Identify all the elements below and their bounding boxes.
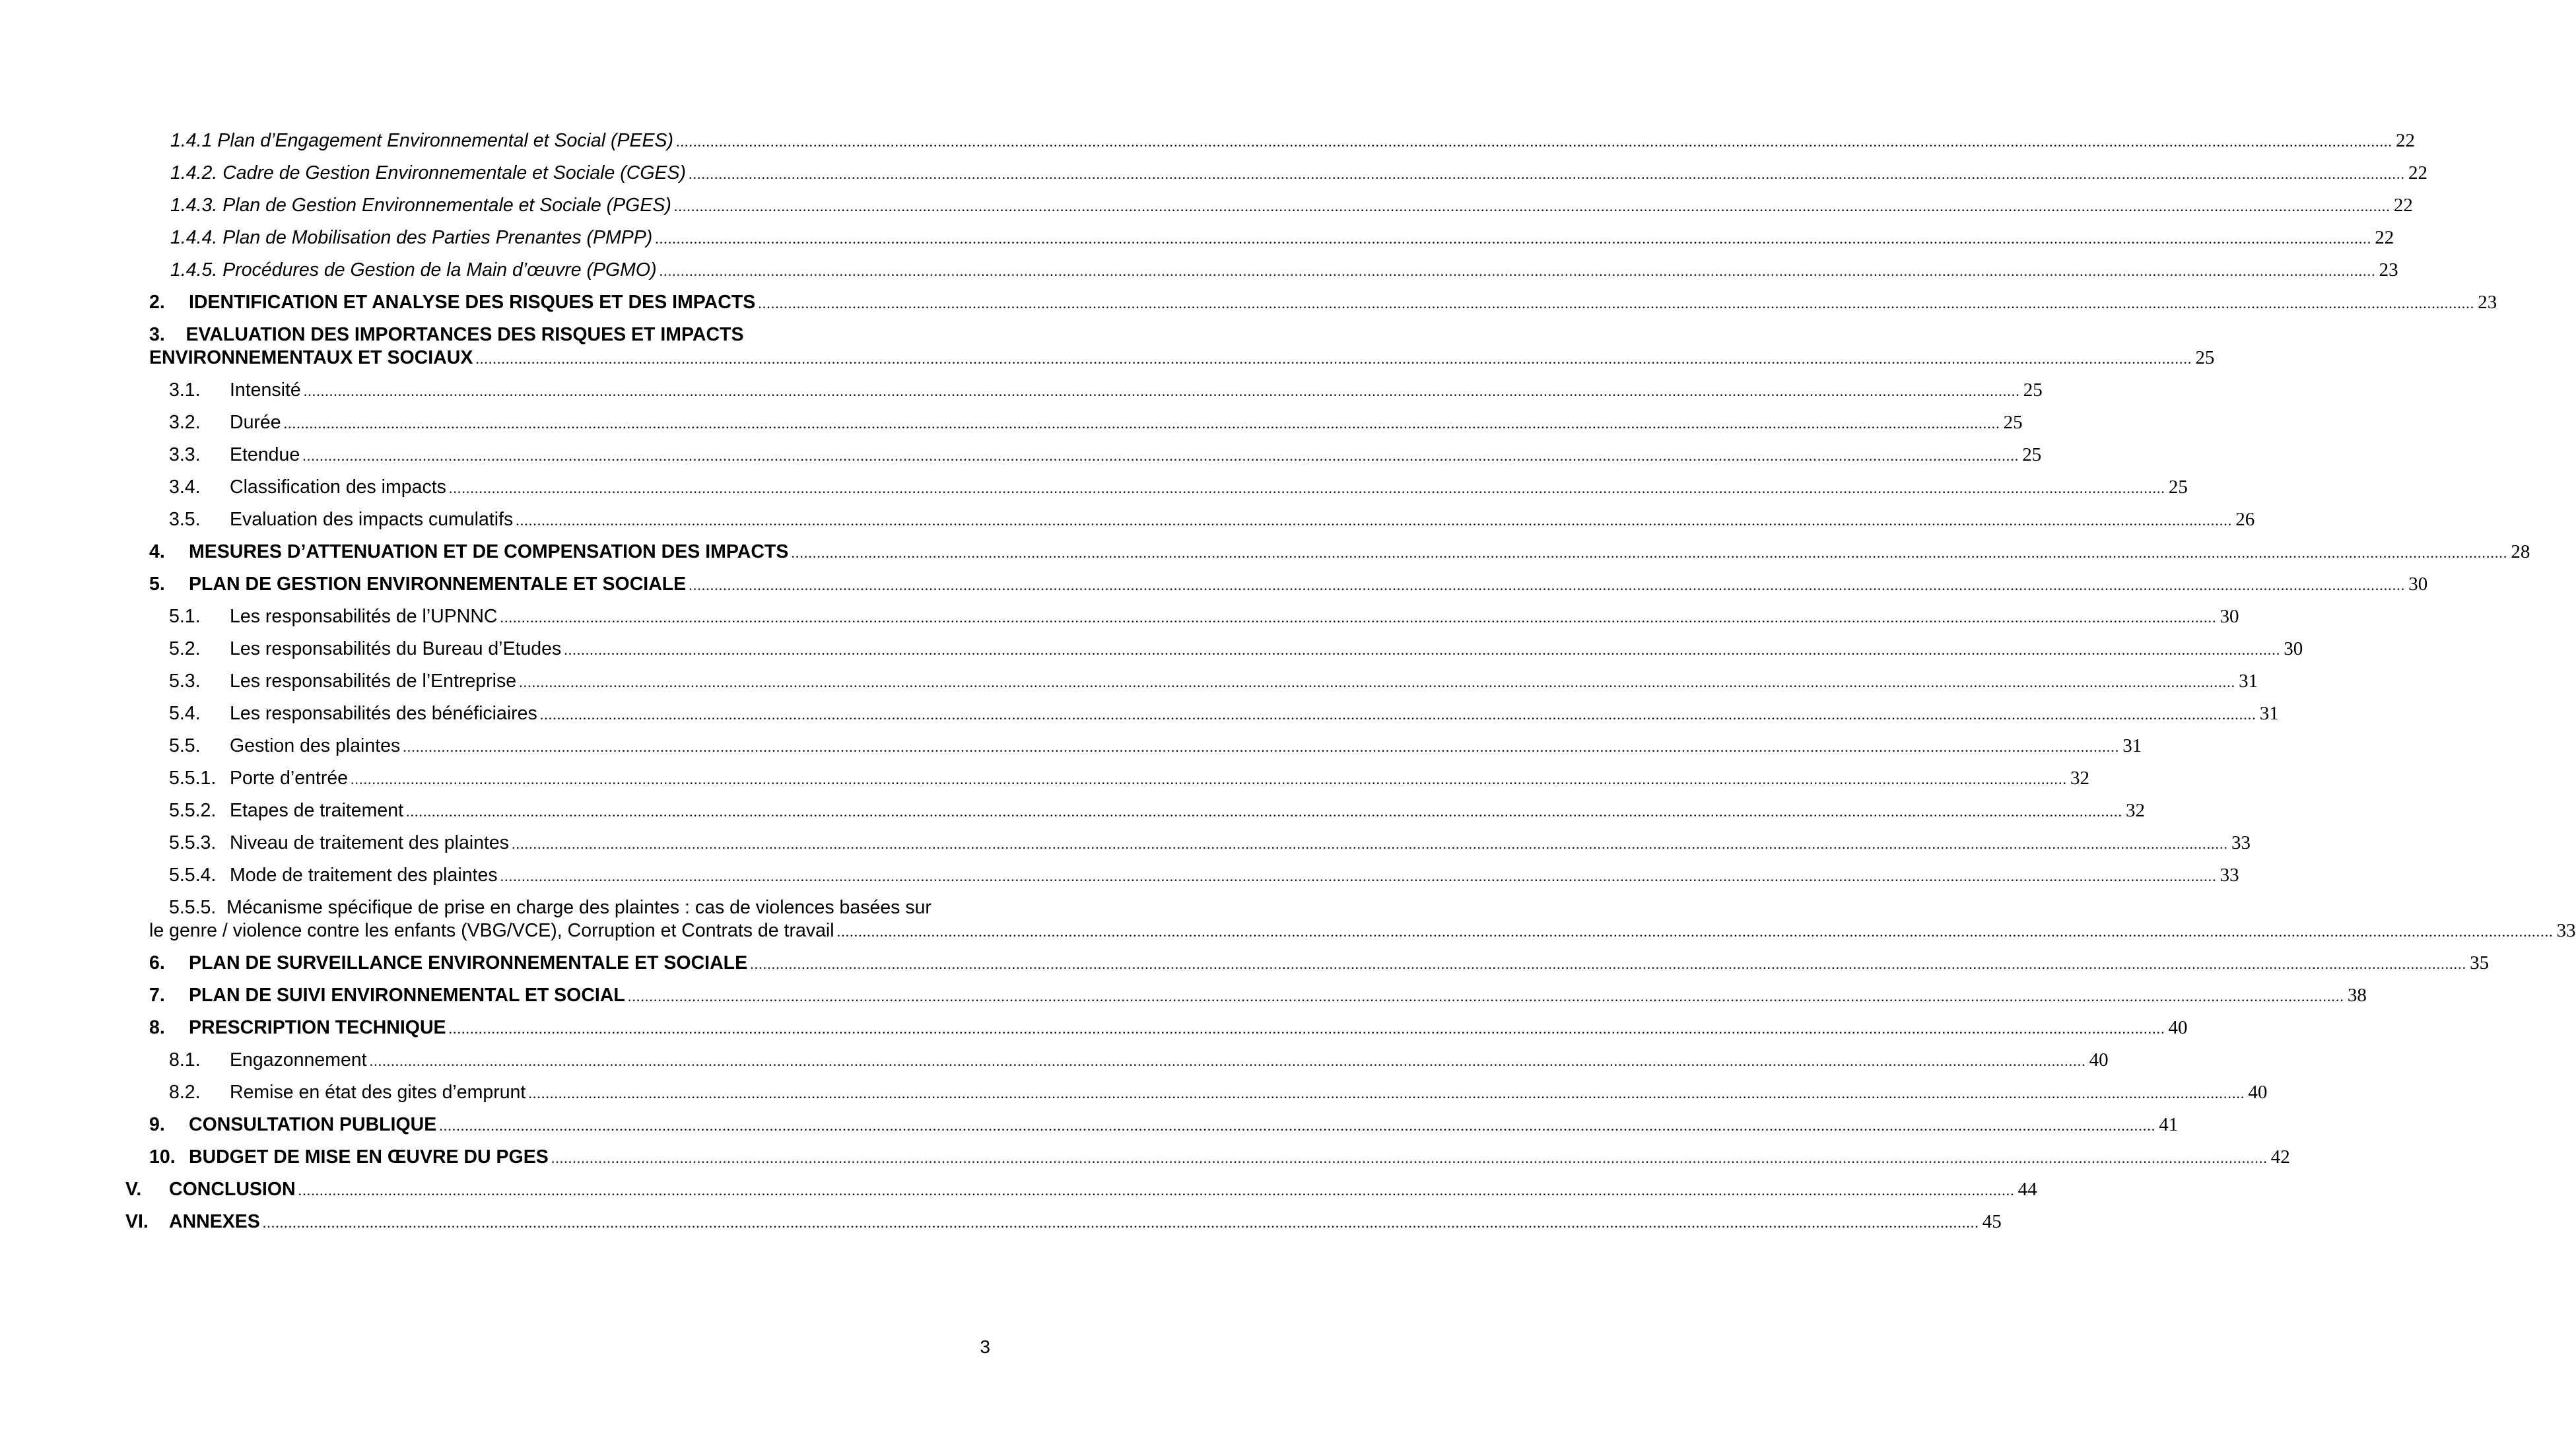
toc-entry-number: 2. xyxy=(149,292,165,313)
toc-entry[interactable] xyxy=(125,767,2090,790)
toc-entry-page: 45 xyxy=(1982,1211,2002,1232)
toc-leader-dots: ................................................................................................................................................................................................................................................................................................................................................................................................................ xyxy=(673,198,2390,214)
toc-entry-number: 3.2. xyxy=(169,412,201,433)
toc-entry[interactable] xyxy=(125,1113,2179,1137)
toc-leader-dots: ................................................................................................................................................................................................................................................................................................................................................................................................................ xyxy=(351,771,2068,787)
toc-entry[interactable] xyxy=(125,541,2530,564)
toc-entry-title: ANNEXES xyxy=(169,1211,260,1232)
toc-leader-dots: ................................................................................................................................................................................................................................................................................................................................................................................................................ xyxy=(283,415,2000,432)
toc-entry[interactable] xyxy=(125,735,2142,758)
toc-entry-page: 23 xyxy=(2379,259,2398,280)
toc-entry-title: PLAN DE GESTION ENVIRONNEMENTALE ET SOCIALE xyxy=(189,574,687,595)
toc-entry[interactable] xyxy=(125,638,2303,661)
toc-leader-dots: ................................................................................................................................................................................................................................................................................................................................................................................................................ xyxy=(791,544,2508,561)
toc-entry-number: 8.1. xyxy=(169,1049,201,1071)
toc-entry[interactable] xyxy=(125,226,2394,249)
toc-entry-title: Les responsabilités des bénéficiaires xyxy=(230,703,537,724)
toc-entry-title: Durée xyxy=(230,412,281,433)
toc-entry-page: 32 xyxy=(2126,800,2145,821)
toc-entry-title: le genre / violence contre les enfants (VBG/VCE), Corruption et Contrats de travail xyxy=(149,920,834,941)
toc-entry[interactable] xyxy=(125,476,2188,499)
toc-entry-number: 8.2. xyxy=(169,1082,201,1103)
toc-entry-number: 5.5. xyxy=(169,735,201,756)
toc-entry[interactable] xyxy=(125,1146,2290,1169)
toc-entry-title: MESURES D’ATTENUATION ET DE COMPENSATION DES IMPACTS xyxy=(189,541,789,562)
toc-entry-page: 25 xyxy=(2195,347,2215,368)
toc-entry-title: 1.4.4. Plan de Mobilisation des Parties Prenantes (PMPP) xyxy=(170,227,653,248)
toc-entry-title: ENVIRONNEMENTAUX ET SOCIAUX xyxy=(149,347,473,368)
toc-entry-title: Evaluation des impacts cumulatifs xyxy=(230,509,514,530)
toc-leader-dots: ................................................................................................................................................................................................................................................................................................................................................................................................................ xyxy=(303,383,2020,399)
toc-entry-number: 5.2. xyxy=(169,638,201,659)
toc-entry-number: 5.5.1. xyxy=(169,768,217,789)
toc-entry-number: 9. xyxy=(149,1114,165,1135)
toc-entry-page: 40 xyxy=(2089,1049,2109,1071)
toc-entry-page: 31 xyxy=(2122,735,2142,756)
toc-entry-page: 22 xyxy=(2408,162,2427,183)
toc-entry-page: 26 xyxy=(2235,509,2255,530)
toc-entry[interactable] xyxy=(125,702,2279,725)
toc-entry[interactable] xyxy=(125,194,2413,217)
toc-entry[interactable] xyxy=(125,1049,2109,1072)
toc-entry-page: 23 xyxy=(2478,292,2497,313)
toc-entry-page: 40 xyxy=(2168,1017,2188,1038)
toc-entry-title: 1.4.5. Procédures de Gestion de la Main d’œuvre (PGMO) xyxy=(170,259,657,280)
toc-entry-number: 3.4. xyxy=(169,477,201,498)
toc-entry-title: PLAN DE SUIVI ENVIRONNEMENTAL ET SOCIAL xyxy=(189,985,625,1006)
toc-entry-page: 40 xyxy=(2248,1082,2268,1103)
toc-entry-title: CONSULTATION PUBLIQUE xyxy=(189,1114,437,1135)
toc-entry-number: 5.1. xyxy=(169,606,201,627)
toc-leader-dots: ................................................................................................................................................................................................................................................................................................................................................................................................................ xyxy=(689,166,2405,182)
toc-entry[interactable] xyxy=(125,323,2215,370)
toc-leader-dots: ................................................................................................................................................................................................................................................................................................................................................................................................................ xyxy=(448,1020,2165,1037)
toc-leader-dots: ................................................................................................................................................................................................................................................................................................................................................................................................................ xyxy=(448,480,2165,496)
toc-entry-title: Etendue xyxy=(230,444,300,465)
toc-entry[interactable] xyxy=(125,799,2145,822)
toc-leader-dots: ................................................................................................................................................................................................................................................................................................................................................................................................................ xyxy=(439,1117,2156,1134)
toc-entry-number: 10. xyxy=(149,1146,176,1168)
toc-leader-dots: ................................................................................................................................................................................................................................................................................................................................................................................................................ xyxy=(528,1085,2245,1102)
toc-leader-dots: ................................................................................................................................................................................................................................................................................................................................................................................................................ xyxy=(475,350,2192,367)
toc-entry[interactable] xyxy=(125,444,2042,467)
toc-entry-title: Niveau de traitement des plaintes xyxy=(230,832,509,853)
toc-leader-dots: ................................................................................................................................................................................................................................................................................................................................................................................................................ xyxy=(659,263,2376,279)
toc-entry-number: 6. xyxy=(149,952,165,974)
toc-entry-title: 1.4.1 Plan d’Engagement Environnemental et Social (PEES) xyxy=(170,130,674,151)
page-number: 3 xyxy=(980,1336,990,1357)
toc-entry-page: 35 xyxy=(2470,952,2490,974)
toc-entry-page: 30 xyxy=(2284,638,2303,659)
toc-leader-dots: ................................................................................................................................................................................................................................................................................................................................................................................................................ xyxy=(500,868,2217,884)
toc-entry-number: 4. xyxy=(149,541,165,562)
toc-entry-title: IDENTIFICATION ET ANALYSE DES RISQUES ET DES IMPACTS xyxy=(189,292,756,313)
toc-entry-page: 31 xyxy=(2259,703,2279,724)
toc-leader-dots: ................................................................................................................................................................................................................................................................................................................................................................................................................ xyxy=(302,447,2019,464)
toc-leader-dots: ................................................................................................................................................................................................................................................................................................................................................................................................................ xyxy=(655,230,2372,247)
toc-entry-title: Mode de traitement des plaintes xyxy=(230,865,498,886)
toc-leader-dots: ................................................................................................................................................................................................................................................................................................................................................................................................................ xyxy=(551,1150,2268,1166)
toc-entry-title: Les responsabilités de l’UPNNC xyxy=(230,606,498,627)
toc-entry-page: 28 xyxy=(2511,541,2530,562)
toc-entry[interactable] xyxy=(125,162,2427,185)
toc-entry-number: 5.5.4. xyxy=(169,865,217,886)
toc-entry-number: VI. xyxy=(125,1211,149,1232)
toc-entry-number: 7. xyxy=(149,985,165,1006)
toc-leader-dots: ................................................................................................................................................................................................................................................................................................................................................................................................................ xyxy=(519,674,2236,690)
toc-entry-number: 5.4. xyxy=(169,703,201,724)
toc-entry-page: 22 xyxy=(2396,130,2416,151)
toc-entry[interactable] xyxy=(125,605,2239,628)
toc-entry-page: 42 xyxy=(2270,1146,2290,1168)
toc-entry[interactable] xyxy=(125,1210,2002,1234)
toc-entry-page: 31 xyxy=(2239,671,2258,692)
toc-entry-page: 38 xyxy=(2347,985,2367,1006)
toc-entry[interactable] xyxy=(125,411,2023,434)
toc-leader-dots: ................................................................................................................................................................................................................................................................................................................................................................................................................ xyxy=(676,133,2393,150)
toc-entry-page: 25 xyxy=(2022,444,2042,465)
toc-entry-title: Porte d’entrée xyxy=(230,768,349,789)
toc-entry[interactable] xyxy=(125,291,2497,314)
toc-entry-page: 33 xyxy=(2556,920,2576,941)
toc-entry-title: Intensité xyxy=(230,380,301,401)
toc-entry-number: 5. xyxy=(149,574,165,595)
toc-entry-page: 41 xyxy=(2159,1114,2179,1135)
toc-entry[interactable] xyxy=(125,670,2258,693)
toc-leader-dots: ................................................................................................................................................................................................................................................................................................................................................................................................................ xyxy=(403,739,2120,755)
toc-leader-dots: ................................................................................................................................................................................................................................................................................................................................................................................................................ xyxy=(369,1053,2086,1069)
toc-entry-title: Gestion des plaintes xyxy=(230,735,401,756)
toc-entry[interactable] xyxy=(125,379,2043,402)
toc-leader-dots: ................................................................................................................................................................................................................................................................................................................................................................................................................ xyxy=(836,923,2554,940)
toc-entry[interactable] xyxy=(125,573,2428,596)
toc-entry[interactable] xyxy=(125,1081,2268,1104)
toc-entry-title-first-line: 5.5.5. Mécanisme spécifique de prise en charge des plaintes : cas de violences basées sur xyxy=(169,897,932,918)
toc-leader-dots: ................................................................................................................................................................................................................................................................................................................................................................................................................ xyxy=(500,609,2217,626)
toc-entry-number: V. xyxy=(125,1179,142,1200)
toc-entry-number: 8. xyxy=(149,1017,165,1038)
toc-entry-number: 5.5.2. xyxy=(169,800,217,821)
toc-entry-title: 1.4.3. Plan de Gestion Environnementale et Sociale (PGES) xyxy=(170,195,671,216)
toc-entry-page: 22 xyxy=(2375,227,2394,248)
toc-entry-page: 30 xyxy=(2220,606,2239,627)
toc-entry-page: 44 xyxy=(2017,1179,2037,1200)
toc-entry-title: CONCLUSION xyxy=(169,1179,296,1200)
toc-entry-page: 25 xyxy=(2003,412,2023,433)
toc-entry-number: 5.5.3. xyxy=(169,832,217,853)
toc-entry-number: 5.3. xyxy=(169,671,201,692)
toc-entry-number: 3.3. xyxy=(169,444,201,465)
toc-leader-dots: ................................................................................................................................................................................................................................................................................................................................................................................................................ xyxy=(689,577,2406,593)
toc-entry[interactable] xyxy=(125,864,2239,887)
toc-leader-dots: ................................................................................................................................................................................................................................................................................................................................................................................................................ xyxy=(516,512,2233,529)
toc-entry[interactable] xyxy=(125,1016,2188,1040)
toc-entry-title: Les responsabilités du Bureau d’Etudes xyxy=(230,638,562,659)
toc-entry-page: 25 xyxy=(2168,477,2188,498)
toc-entry[interactable] xyxy=(125,1178,2037,1201)
toc-entry-title: Engazonnement xyxy=(230,1049,367,1071)
toc-entry-title: Etapes de traitement xyxy=(230,800,403,821)
table-of-contents xyxy=(125,129,2576,1243)
toc-entry[interactable] xyxy=(125,508,2255,531)
toc-entry[interactable] xyxy=(125,259,2398,282)
toc-entry-title: BUDGET DE MISE EN ŒUVRE DU PGES xyxy=(189,1146,549,1168)
toc-leader-dots: ................................................................................................................................................................................................................................................................................................................................................................................................................ xyxy=(627,988,2344,1005)
toc-entry-title-first-line: 3. EVALUATION DES IMPORTANCES DES RISQUES ET IMPACTS xyxy=(149,324,744,345)
toc-entry-page: 25 xyxy=(2023,380,2043,401)
toc-leader-dots: ................................................................................................................................................................................................................................................................................................................................................................................................................ xyxy=(539,706,2256,723)
toc-leader-dots: ................................................................................................................................................................................................................................................................................................................................................................................................................ xyxy=(298,1182,2015,1199)
toc-entry[interactable] xyxy=(125,832,2251,855)
toc-entry-title: Classification des impacts xyxy=(230,477,446,498)
toc-entry-title: Les responsabilités de l’Entreprise xyxy=(230,671,517,692)
toc-entry-number: 3.5. xyxy=(169,509,201,530)
toc-entry-page: 22 xyxy=(2393,195,2413,216)
toc-leader-dots: ................................................................................................................................................................................................................................................................................................................................................................................................................ xyxy=(262,1214,1979,1231)
toc-entry-page: 32 xyxy=(2070,768,2090,789)
toc-entry-title: Remise en état des gites d’emprunt xyxy=(230,1082,526,1103)
toc-leader-dots: ................................................................................................................................................................................................................................................................................................................................................................................................................ xyxy=(750,956,2467,972)
toc-entry-title: 1.4.2. Cadre de Gestion Environnementale et Sociale (CGES) xyxy=(170,162,686,183)
toc-entry[interactable] xyxy=(125,952,2490,975)
toc-entry-page: 33 xyxy=(2220,865,2239,886)
toc-entry-title: PLAN DE SURVEILLANCE ENVIRONNEMENTALE ET SOCIALE xyxy=(189,952,748,974)
toc-leader-dots: ................................................................................................................................................................................................................................................................................................................................................................................................................ xyxy=(564,642,2281,658)
toc-entry[interactable] xyxy=(125,129,2416,152)
toc-leader-dots: ................................................................................................................................................................................................................................................................................................................................................................................................................ xyxy=(512,836,2228,852)
toc-entry-number: 3.1. xyxy=(169,380,201,401)
toc-entry[interactable] xyxy=(125,984,2367,1007)
toc-leader-dots: ................................................................................................................................................................................................................................................................................................................................................................................................................ xyxy=(406,803,2122,820)
toc-entry-page: 33 xyxy=(2231,832,2251,853)
toc-entry-title: PRESCRIPTION TECHNIQUE xyxy=(189,1017,446,1038)
toc-entry-page: 30 xyxy=(2408,574,2428,595)
toc-entry[interactable] xyxy=(125,896,2576,942)
toc-leader-dots: ................................................................................................................................................................................................................................................................................................................................................................................................................ xyxy=(758,295,2475,312)
